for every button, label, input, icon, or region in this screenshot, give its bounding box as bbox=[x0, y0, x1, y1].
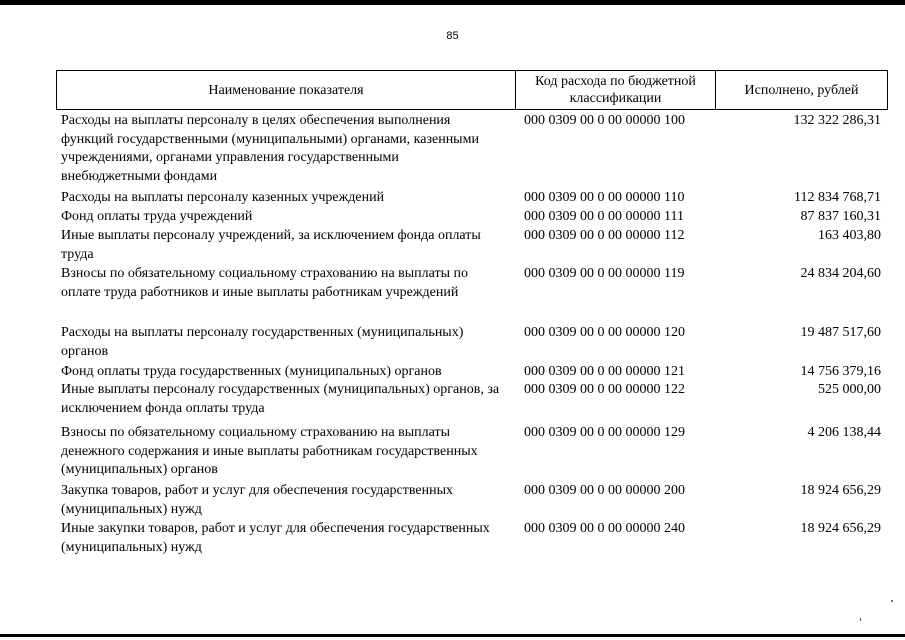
top-border-rule bbox=[0, 0, 905, 5]
row-amount: 525 000,00 bbox=[818, 382, 881, 397]
row-code: 000 0309 00 0 00 00000 121 bbox=[524, 364, 685, 379]
row-code: 000 0309 00 0 00 00000 100 bbox=[524, 113, 685, 128]
row-name: Иные выплаты персоналу государственных (муниципальных) органов, за исключением фонда оплаты труда bbox=[61, 382, 500, 416]
header-code-column: Код расхода по бюджетной классификации bbox=[516, 71, 716, 109]
row-code: 000 0309 00 0 00 00000 110 bbox=[524, 190, 685, 205]
row-amount: 163 403,80 bbox=[818, 228, 881, 243]
row-code: 000 0309 00 0 00 00000 111 bbox=[524, 209, 684, 224]
table-header bbox=[56, 70, 888, 110]
header-name-column: Наименование показателя bbox=[57, 71, 516, 109]
row-amount: 4 206 138,44 bbox=[807, 425, 881, 440]
row-name: Закупка товаров, работ и услуг для обеспечения государственных (муниципальных) нужд bbox=[61, 483, 454, 517]
header-amount-column: Исполнено, рублей bbox=[744, 82, 859, 98]
row-amount: 19 487 517,60 bbox=[800, 325, 881, 340]
row-name: Фонд оплаты труда государственных (муниципальных) органов bbox=[61, 364, 442, 379]
scan-speck bbox=[891, 600, 893, 602]
row-name: Расходы на выплаты персоналу в целях обеспечения выполнения функций государственными (муниципальными) органами, казенными учреждениями, органами управления государственными внебюджетными фондами bbox=[61, 113, 479, 184]
row-amount: 132 322 286,31 bbox=[793, 113, 881, 128]
row-name: Фонд оплаты труда учреждений bbox=[61, 209, 253, 224]
row-amount: 18 924 656,29 bbox=[800, 483, 881, 498]
row-code: 000 0309 00 0 00 00000 240 bbox=[524, 521, 685, 536]
row-amount: 87 837 160,31 bbox=[800, 209, 881, 224]
row-name: Иные закупки товаров, работ и услуг для обеспечения государственных (муниципальных) нужд bbox=[61, 521, 490, 555]
bottom-border-rule bbox=[0, 634, 905, 637]
row-code: 000 0309 00 0 00 00000 119 bbox=[524, 266, 685, 281]
row-code: 000 0309 00 0 00 00000 120 bbox=[524, 325, 685, 340]
row-code: 000 0309 00 0 00 00000 122 bbox=[524, 382, 685, 397]
row-amount: 112 834 768,71 bbox=[794, 190, 881, 205]
scan-speck bbox=[860, 618, 861, 621]
row-code: 000 0309 00 0 00 00000 200 bbox=[524, 483, 685, 498]
row-code: 000 0309 00 0 00 00000 112 bbox=[524, 228, 685, 243]
row-amount: 14 756 379,16 bbox=[800, 364, 881, 379]
row-name: Иные выплаты персоналу учреждений, за исключением фонда оплаты труда bbox=[61, 228, 481, 262]
row-name: Взносы по обязательному социальному страхованию на выплаты по оплате труда работников и иные выплаты работникам учреждений bbox=[61, 266, 469, 300]
row-name: Расходы на выплаты персоналу государственных (муниципальных) органов bbox=[61, 325, 464, 359]
row-amount: 18 924 656,29 bbox=[800, 521, 881, 536]
row-name: Расходы на выплаты персоналу казенных учреждений bbox=[61, 190, 385, 205]
row-amount: 24 834 204,60 bbox=[800, 266, 881, 281]
page-number: 85 bbox=[446, 30, 459, 42]
row-code: 000 0309 00 0 00 00000 129 bbox=[524, 425, 685, 440]
row-name: Взносы по обязательному социальному страхованию на выплаты денежного содержания и иные выплаты работникам государственных (муниципальных) органов bbox=[61, 425, 478, 478]
